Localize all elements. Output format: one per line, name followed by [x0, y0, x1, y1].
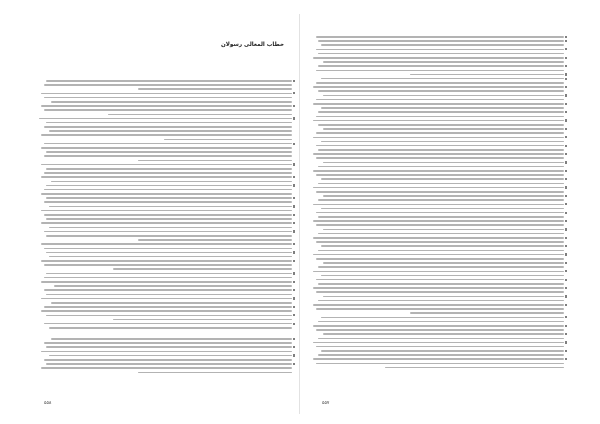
text-line — [49, 256, 292, 258]
text-line — [316, 157, 564, 159]
body-text — [308, 36, 564, 371]
text-line — [318, 250, 564, 252]
text-line — [41, 351, 292, 353]
text-line — [316, 116, 564, 118]
text-line — [49, 355, 292, 357]
text-line — [318, 166, 564, 168]
text-line — [316, 258, 564, 260]
page-heading: خطاب المعالى رسولان — [220, 42, 284, 48]
text-line — [321, 350, 564, 352]
text-line — [313, 103, 564, 105]
text-line — [321, 178, 564, 180]
text-line — [51, 181, 292, 183]
text-line — [46, 235, 292, 237]
text-line — [318, 321, 564, 323]
text-line — [313, 86, 564, 88]
text-line — [41, 176, 292, 178]
text-line — [41, 105, 292, 107]
text-line — [44, 289, 292, 291]
text-line — [138, 88, 292, 90]
text-line — [318, 90, 564, 92]
text-line — [46, 315, 292, 317]
text-line — [318, 354, 564, 356]
text-line — [49, 206, 292, 208]
text-line — [316, 36, 564, 38]
text-line — [313, 170, 564, 172]
text-line — [44, 189, 292, 191]
text-line — [46, 218, 292, 220]
text-line — [318, 183, 564, 185]
text-line — [46, 346, 292, 348]
page-fold — [299, 14, 300, 414]
text-line — [323, 296, 564, 298]
text-line — [321, 107, 564, 109]
text-line — [318, 300, 564, 302]
text-line — [316, 132, 564, 134]
text-line — [313, 187, 564, 189]
text-line — [51, 302, 292, 304]
text-line — [41, 367, 292, 369]
text-line — [323, 333, 564, 335]
text-line — [46, 273, 292, 275]
text-line — [313, 204, 564, 206]
text-line — [321, 317, 564, 319]
text-line — [44, 323, 292, 325]
text-line — [44, 231, 292, 233]
text-line — [41, 281, 292, 283]
text-line — [44, 214, 292, 216]
text-line — [313, 271, 564, 273]
page-number: ۵۵۸ — [44, 401, 52, 406]
text-line — [41, 147, 292, 149]
text-line — [44, 248, 292, 250]
text-line — [410, 312, 564, 314]
text-line — [316, 174, 564, 176]
text-line — [318, 65, 564, 67]
text-line — [318, 233, 564, 235]
text-line — [41, 193, 292, 195]
text-line — [321, 141, 564, 143]
text-line — [44, 277, 292, 279]
text-line — [51, 338, 292, 340]
text-line — [316, 212, 564, 214]
text-line — [41, 164, 292, 166]
text-line — [321, 44, 564, 46]
text-line — [316, 70, 564, 72]
text-line — [323, 128, 564, 130]
text-line — [313, 342, 564, 344]
text-line — [44, 143, 292, 145]
text-line — [316, 346, 564, 348]
text-line — [54, 285, 292, 287]
text-line — [321, 275, 564, 277]
text-line — [138, 239, 292, 241]
text-line — [44, 97, 292, 99]
text-line — [164, 139, 292, 141]
text-line — [44, 84, 292, 86]
text-line — [313, 57, 564, 59]
text-line — [323, 229, 564, 231]
text-line — [316, 191, 564, 193]
text-line — [318, 283, 564, 285]
text-line — [316, 99, 564, 101]
text-line — [41, 93, 292, 95]
text-line — [108, 114, 292, 116]
text-line — [51, 101, 292, 103]
body-text — [36, 80, 292, 331]
text-line — [316, 279, 564, 281]
text-line — [49, 130, 292, 132]
text-line — [41, 134, 292, 136]
text-line — [41, 260, 292, 262]
text-line — [318, 124, 564, 126]
text-line — [323, 162, 564, 164]
text-line — [321, 245, 564, 247]
text-line — [39, 118, 292, 120]
right-page — [308, 22, 564, 412]
text-line — [316, 224, 564, 226]
text-line — [385, 367, 564, 369]
text-line — [46, 185, 292, 187]
text-line — [323, 61, 564, 63]
left-page — [36, 22, 292, 412]
text-line — [313, 358, 564, 360]
text-line — [316, 241, 564, 243]
text-line — [323, 195, 564, 197]
text-line — [46, 197, 292, 199]
text-line — [44, 306, 292, 308]
text-line — [321, 78, 564, 80]
text-line — [41, 210, 292, 212]
text-line — [316, 82, 564, 84]
text-line — [44, 342, 292, 344]
text-line — [138, 160, 292, 162]
text-line — [49, 327, 292, 329]
text-line — [313, 287, 564, 289]
text-line — [318, 53, 564, 55]
text-line — [46, 122, 292, 124]
text-line — [44, 201, 292, 203]
text-line — [46, 363, 292, 365]
text-line — [318, 199, 564, 201]
text-line — [313, 237, 564, 239]
text-line — [316, 363, 564, 365]
text-line — [316, 291, 564, 293]
text-line — [313, 220, 564, 222]
text-line — [318, 149, 564, 151]
text-line — [313, 137, 564, 139]
text-line — [44, 359, 292, 361]
text-line — [313, 120, 564, 122]
text-line — [41, 222, 292, 224]
text-line — [46, 294, 292, 296]
text-line — [44, 155, 292, 157]
text-line — [316, 329, 564, 331]
text-line — [410, 74, 564, 76]
text-line — [318, 40, 564, 42]
text-line — [316, 308, 564, 310]
page-number: ۵۵۷ — [322, 401, 330, 406]
text-line — [46, 168, 292, 170]
text-line — [318, 216, 564, 218]
text-line — [44, 109, 292, 111]
text-line — [313, 153, 564, 155]
text-line — [138, 372, 292, 374]
text-line — [113, 268, 292, 270]
text-line — [46, 80, 292, 82]
text-line — [44, 126, 292, 128]
text-line — [44, 172, 292, 174]
text-line — [316, 145, 564, 147]
text-line — [318, 338, 564, 340]
text-line — [318, 111, 564, 113]
body-text — [36, 338, 292, 376]
text-line — [321, 208, 564, 210]
text-line — [113, 319, 292, 321]
text-line — [41, 298, 292, 300]
text-line — [41, 310, 292, 312]
text-line — [323, 262, 564, 264]
text-line — [313, 254, 564, 256]
text-line — [318, 266, 564, 268]
text-line — [44, 264, 292, 266]
text-line — [46, 151, 292, 153]
text-line — [49, 227, 292, 229]
text-line — [313, 304, 564, 306]
text-line — [46, 252, 292, 254]
text-line — [41, 243, 292, 245]
text-line — [323, 95, 564, 97]
text-line — [313, 325, 564, 327]
text-line — [316, 49, 564, 51]
